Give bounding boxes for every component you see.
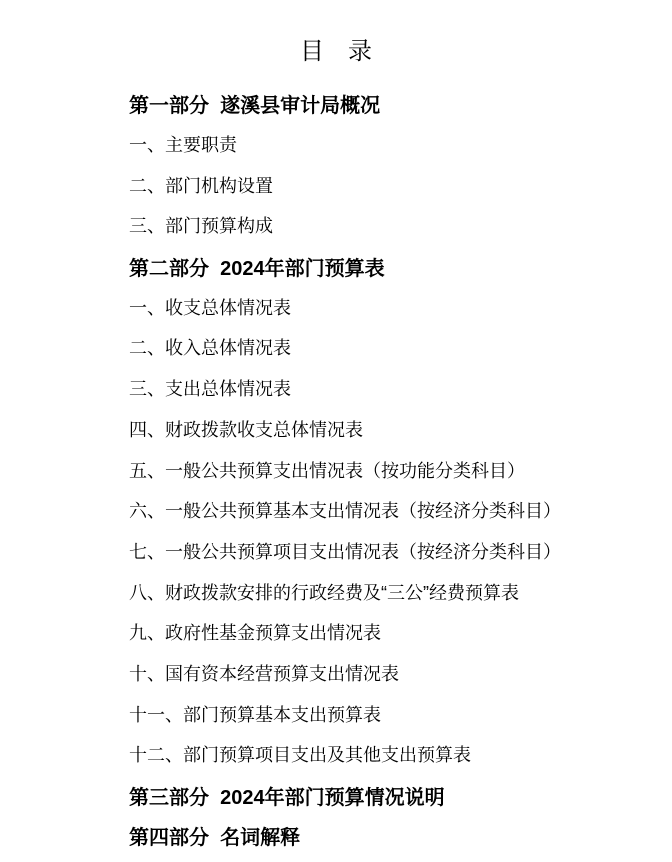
toc-heading-part1: 第一部分 遂溪县审计局概况 [129, 94, 381, 117]
toc-item: 一、主要职责 [129, 135, 237, 156]
toc-item: 六、一般公共预算基本支出情况表（按经济分类科目） [129, 501, 561, 522]
toc-item: 一、收支总体情况表 [129, 297, 291, 318]
document-title: 目 录 [300, 38, 372, 65]
toc-heading-part3: 第三部分 2024年部门预算情况说明 [129, 786, 445, 809]
toc-item: 八、财政拨款安排的行政经费及“三公”经费预算表 [129, 582, 519, 603]
toc-item: 三、部门预算构成 [129, 216, 273, 237]
toc-item: 十、国有资本经营预算支出情况表 [129, 663, 399, 684]
toc-heading-part4: 第四部分 名词解释 [129, 827, 301, 850]
toc-item: 四、财政拨款收支总体情况表 [129, 419, 363, 440]
toc-item: 三、支出总体情况表 [129, 379, 291, 400]
table-of-contents [129, 83, 642, 856]
toc-item: 五、一般公共预算支出情况表（按功能分类科目） [129, 460, 525, 481]
toc-item: 十一、部门预算基本支出预算表 [129, 704, 381, 725]
toc-heading-part2: 第二部分 2024年部门预算表 [129, 257, 385, 280]
toc-item: 十二、部门预算项目支出及其他支出预算表 [129, 745, 471, 766]
toc-item: 九、政府性基金预算支出情况表 [129, 623, 381, 644]
toc-item: 二、部门机构设置 [129, 175, 273, 196]
toc-item: 七、一般公共预算项目支出情况表（按经济分类科目） [129, 541, 561, 562]
toc-item: 二、收入总体情况表 [129, 338, 291, 359]
